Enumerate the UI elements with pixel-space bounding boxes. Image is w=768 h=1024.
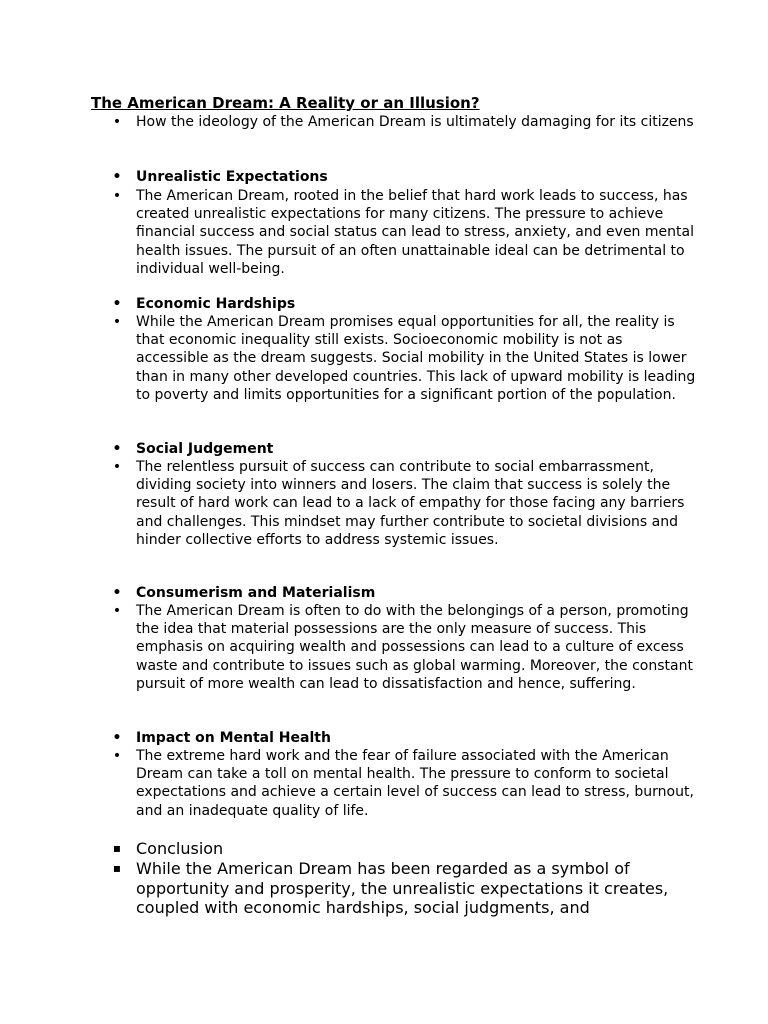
section-heading [112,440,696,458]
section-heading [112,295,696,313]
section-body [112,187,696,278]
bullet-icon: • [112,188,122,204]
section-heading [112,168,696,186]
section-heading-text: Social Judgement [136,441,274,457]
bullet-icon: • [112,296,122,312]
intro-item [112,113,696,131]
section-heading-text: Consumerism and Materialism [136,585,376,601]
bullet-icon: • [112,585,122,601]
bullet-icon: • [112,114,122,130]
bullet-icon: • [112,169,122,185]
intro-text: How the ideology of the American Dream is ultimately damaging for its citizens [136,114,694,130]
section-body [112,747,696,820]
section-heading-text: Unrealistic Expectations [136,169,328,185]
document-title: The American Dream: A Reality or an Illusion? [91,94,480,112]
section-heading-text: Impact on Mental Health [136,730,331,746]
conclusion-heading-text: Conclusion [136,839,224,858]
section-body [112,458,696,549]
bullet-icon: • [112,314,122,330]
section-heading [112,584,696,602]
section-body-text: The American Dream, rooted in the belief that hard work leads to success, has created unrealistic expectations for many citizens. The pressure to achieve financial success and social status can lead to stress, anxiety, and even mental health issues. The pursuit of an often unattainable ideal can be detrimental to individual well-being. [136,188,694,277]
bullet-icon: • [112,730,122,746]
section-body [112,602,696,693]
section-body [112,313,696,404]
section-heading [112,729,696,747]
bullet-icon: • [112,603,122,619]
square-bullet-icon: ▪ [112,861,122,875]
conclusion-heading [112,839,681,859]
square-bullet-icon: ▪ [112,841,122,855]
section-body-text: The American Dream is often to do with the belongings of a person, promoting the idea that material possessions are the only measure of success. This emphasis on acquiring wealth and possessions can lead to a culture of excess waste and contribute to issues such as global warming. Moreover, the constant pursuit of more wealth can lead to dissatisfaction and hence, suffering. [136,603,693,692]
bullet-icon: • [112,748,122,764]
conclusion-body-text: While the American Dream has been regarded as a symbol of opportunity and prosperity, the unrealistic expectations it creates, coupled with economic hardships, social judgments, and [136,859,669,917]
bullet-icon: • [112,459,122,475]
section-heading-text: Economic Hardships [136,296,296,312]
section-body-text: The extreme hard work and the fear of failure associated with the American Dream can take a toll on mental health. The pressure to conform to societal expectations and achieve a certain level of success can lead to stress, burnout, and an inadequate quality of life. [136,748,694,819]
section-body-text: The relentless pursuit of success can contribute to social embarrassment, dividing society into winners and losers. The claim that success is solely the result of hard work can lead to a lack of empathy for those facing any barriers and challenges. This mindset may further contribute to societal divisions and hinder collective efforts to address systemic issues. [136,459,685,548]
conclusion-body [112,859,681,918]
bullet-icon: • [112,441,122,457]
section-body-text: While the American Dream promises equal opportunities for all, the reality is that economic inequality still exists. Socioeconomic mobility is not as accessible as the dream suggests. Social mobility in the United States is lower than in many other developed countries. This lack of upward mobility is leading to poverty and limits opportunities for a significant portion of the population. [136,314,696,403]
